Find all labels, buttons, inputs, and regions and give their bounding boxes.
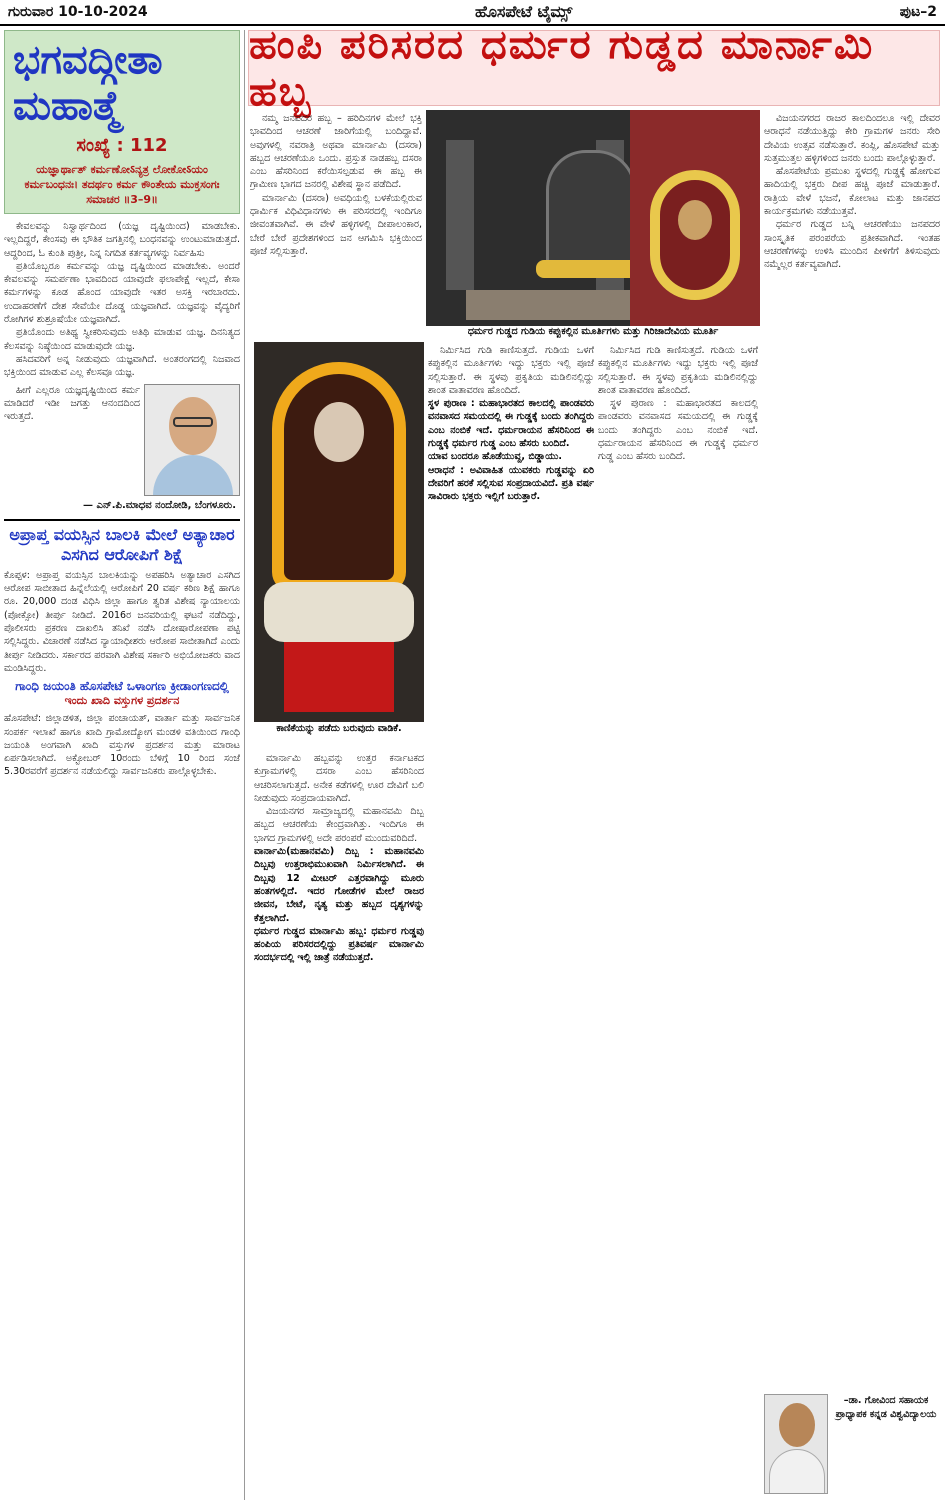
column-divider: [244, 30, 245, 1500]
article-author: [764, 1390, 940, 1500]
khadi-story-body: ಹೊಸಪೇಟೆ: ಜಿಲ್ಲಾಡಳಿತ, ಜಿಲ್ಲಾ ಪಂಚಾಯತ್, ವಾರ್ತಾ ಮತ್ತು ಸಾರ್ವಜನಿಕ ಸಂಪರ್ಕ ಇಲಾಖೆ ಹಾಗೂ ಖಾದಿ ಗ್ರಾಮೋದ್ಯೋಗ ಮಂಡಳಿ ವತಿಯಿಂದ ಗಾಂಧಿ ಜಯಂತಿ ಅಂಗವಾಗಿ ಖಾದಿ ವಸ್ತುಗಳ ಪ್ರದರ್ಶನ ಮತ್ತು ಮಾರಾಟ ಏರ್ಪಡಿಸಲಾಗಿದೆ. ಅಕ್ಟೋಬರ್ 10ರಂದು ಬೆಳಿಗ್ಗೆ 10 ರಿಂದ ಸಂಜೆ 5.30ರವರೆಗೆ ಪ್ರದರ್ಶನ ನಡೆಯಲಿದ್ದು ಸಾರ್ವಜನಿಕರು ಪಾಲ್ಗೊಳ್ಳಬೇಕು.: [4, 713, 240, 778]
article-paragraph: ವಿಜಯನಗರ ಸಾಮ್ರಾಜ್ಯದಲ್ಲಿ ಮಹಾನವಮಿ ದಿಬ್ಬ ಹಬ್ಬದ ಆಚರಣೆಯ ಕೇಂದ್ರವಾಗಿತ್ತು. ಇಂದಿಗೂ ಈ ಭಾಗದ ಗ್ರಾಮಗಳಲ್ಲಿ ಅದೇ ಪರಂಪರೆ ಮುಂದುವರಿದಿದೆ.: [254, 806, 424, 844]
article-subhead: ವಾರ್ನಾಮಿ(ಮಹಾನವಮಿ) ದಿಬ್ಬ : ಮಹಾನವಮಿ ದಿಬ್ಬವು ಉತ್ತರಾಭಿಮುಖವಾಗಿ ನಿರ್ಮಿಸಲಾಗಿದೆ. ಈ ದಿಬ್ಬವು 12 ಮೀಟರ್ ಎತ್ತರವಾಗಿದ್ದು ಮೂರು ಹಂತಗಳಲ್ಲಿದೆ. ಇದರ ಗೋಡೆಗಳ ಮೇಲೆ ರಾಜರ ಜೀವನ, ಬೇಟೆ, ನೃತ್ಯ ಮತ್ತು ಹಬ್ಬದ ದೃಶ್ಯಗಳನ್ನು ಕೆತ್ತಲಾಗಿದೆ.: [254, 846, 424, 924]
article-subhead: ಯಾವ ಬಂದರೂ ಹೊಡೆಯುವ್ದ, ಬಿಡ್ಡಾಯು.: [428, 451, 562, 463]
court-story-body: ಕೊಪ್ಪಳ: ಅಪ್ರಾಪ್ತ ವಯಸ್ಸಿನ ಬಾಲಕಿಯನ್ನು ಅಪಹರಿಸಿ ಅತ್ಯಾಚಾರ ಎಸಗಿದ ಆರೋಪ ಸಾಬೀತಾದ ಹಿನ್ನೆಲೆಯಲ್ಲಿ ಆರೋಪಿಗೆ 20 ವರ್ಷ ಕಠಿಣ ಶಿಕ್ಷೆ ಹಾಗೂ ರೂ. 20,000 ದಂಡ ವಿಧಿಸಿ ಜಿಲ್ಲಾ ಹಾಗೂ ತ್ವರಿತ ವಿಶೇಷ ನ್ಯಾಯಾಲಯ (ಪೋಕ್ಸೋ) ತೀರ್ಪು ನೀಡಿದೆ. 2016ರ ಜನವರಿಯಲ್ಲಿ ಘಟನೆ ನಡೆದಿದ್ದು, ಪೊಲೀಸರು ಪ್ರಕರಣ ದಾಖಲಿಸಿ ತನಿಖೆ ನಡೆಸಿ ದೋಷಾರೋಪಣಾ ಪಟ್ಟಿ ಸಲ್ಲಿಸಿದ್ದರು. ವಿಚಾರಣೆ ನಡೆಸಿದ ನ್ಯಾಯಾಧೀಶರು ಆರೋಪ ಸಾಬೀತಾಗಿದೆ ಎಂದು ತೀರ್ಪು ನೀಡಿದರು. ಸರ್ಕಾರದ ಪರವಾಗಿ ವಿಶೇಷ ಸರ್ಕಾರಿ ಅಭಿಯೋಜಕರು ವಾದ ಮಂಡಿಸಿದ್ದರು.: [4, 569, 240, 674]
article-paragraph: ಧರ್ಮರ ಗುಡ್ಡದ ಬನ್ನಿ ಆಚರಣೆಯು ಜನಪದರ ಸಾಂಸ್ಕೃತಿಕ ಪರಂಪರೆಯ ಪ್ರತೀಕವಾಗಿದೆ. ಇಂತಹ ಆಚರಣೆಗಳನ್ನು ಉಳಿಸಿ ಮುಂದಿನ ಪೀಳಿಗೆಗೆ ತಿಳಿಸುವುದು ನಮ್ಮೆಲ್ಲರ ಕರ್ತವ್ಯವಾಗಿದೆ.: [764, 219, 940, 271]
article-paragraph: ವಿಜಯನಗರದ ರಾಜರ ಕಾಲದಿಂದಲೂ ಇಲ್ಲಿ ದೇವರ ಆರಾಧನೆ ನಡೆಯುತ್ತಿದ್ದು ಕೇರಿ ಗ್ರಾಮಗಳ ಜನರು ಸೇರಿ ದೇವಿಯ ಉತ್ಸವ ನಡೆಸುತ್ತಾರೆ. ಕಂಪ್ಲಿ, ಹೊಸಪೇಟೆ ಮತ್ತು ಸುತ್ತಮುತ್ತಲ ಹಳ್ಳಿಗಳಿಂದ ಜನರು ಬಂದು ಪಾಲ್ಗೊಳ್ಳುತ್ತಾರೆ.: [764, 113, 940, 164]
page-number: ಪುಟ–2: [899, 4, 937, 20]
author-row: [4, 384, 240, 496]
article-subhead: ಸ್ಥಳ ಪುರಾಣ : ಮಹಾಭಾರತದ ಕಾಲದಲ್ಲಿ ಪಾಂಡವರು ವನವಾಸದ ಸಮಯದಲ್ಲಿ ಈ ಗುಡ್ಡಕ್ಕೆ ಬಂದು ತಂಗಿದ್ದರು ಎಂಬ ನಂಬಿಕೆ ಇದೆ. ಧರ್ಮರಾಯನ ಹೆಸರಿನಿಂದ ಈ ಗುಡ್ಡಕ್ಕೆ ಧರ್ಮರ ಗುಡ್ಡ ಎಂಬ ಹೆಸರು ಬಂದಿದೆ.: [428, 398, 594, 450]
main-column-4: [764, 112, 940, 1388]
gita-paragraph: ಪ್ರತಿಯೊಂದು ಅತಿಥ್ಯ ಸ್ವೀಕರಿಸುವುದು ಅತಿಥಿ ಮಾಡುವ ಯಜ್ಞ. ದಿನನಿತ್ಯದ ಕೆಲಸವನ್ನು ನಿಷ್ಠೆಯಿಂದ ಮಾಡುವುದೇ ಯಜ್ಞ.: [4, 327, 240, 352]
main-column-2: [254, 752, 424, 1500]
court-story: [4, 519, 240, 779]
khadi-story-subheadline: ಇಂದು ಖಾದಿ ವಸ್ತುಗಳ ಪ್ರದರ್ಶನ: [64, 694, 180, 708]
article-paragraph: ಸ್ಥಳ ಪುರಾಣ : ಮಹಾಭಾರತದ ಕಾಲದಲ್ಲಿ ಪಾಂಡವರು ವನವಾಸದ ಸಮಯದಲ್ಲಿ ಈ ಗುಡ್ಡಕ್ಕೆ ಬಂದು ತಂಗಿದ್ದರು ಎಂಬ ನಂಬಿಕೆ ಇದೆ. ಧರ್ಮರಾಯನ ಹೆಸರಿನಿಂದ ಈ ಗುಡ್ಡಕ್ಕೆ ಧರ್ಮರ ಗುಡ್ಡ ಎಂಬ ಹೆಸರು ಬಂದಿದೆ.: [598, 398, 758, 463]
left-column: [4, 30, 240, 1500]
main-headline-box: [248, 21, 940, 115]
gita-paragraph: ಪ್ರತಿಯೊಬ್ಬರೂ ಕರ್ಮವನ್ನು ಯಜ್ಞ ದೃಷ್ಟಿಯಿಂದ ಮಾಡಬೇಕು. ಅಂದರೆ ಕೇವಲವನ್ನು ಸಮರ್ಪಣಾ ಭಾವದಿಂದ ಯಾವುದೇ ಫಲಾಪೇಕ್ಷೆ ಇಲ್ಲದೆ, ಕೇಸಾ ಕರ್ಮಗಳನ್ನು ಕೂಡ ಹೊಂದ ಯಾವುದೇ ಇತರ ಅಸಕ್ತಿ ಇರಬಾರದು. ಉದಾಹರಣೆಗೆ ದೇಶ ಸೇವೆಯೇ ದೊಡ್ಡ ಯಜ್ಞವಾಗಿದೆ. ಯಜ್ಞವನ್ನು ವೈದ್ಯರಿಗೆ ರೋಗಿಗಳ ಶುಶ್ರೂಷೆಯೇ ಯಜ್ಞವಾಗಿದೆ.: [4, 260, 240, 326]
main-headline: ಹಂಪಿ ಪರಿಸರದ ಧರ್ಮರ ಗುಡ್ಡದ ಮಾರ್ನಾಮಿ ಹಬ್ಬ: [249, 21, 875, 115]
deity-photo: [254, 342, 424, 722]
article-paragraph: ನಿರ್ಮಿಸಿದ ಗುಡಿ ಕಾಣಿಸುತ್ತದೆ. ಗುಡಿಯ ಒಳಗೆ ಕಪ್ಪುಕಲ್ಲಿನ ಮೂರ್ತಿಗಳು ಇದ್ದು ಭಕ್ತರು ಇಲ್ಲಿ ಪೂಜೆ ಸಲ್ಲಿಸುತ್ತಾರೆ. ಈ ಸ್ಥಳವು ಪ್ರಕೃತಿಯ ಮಡಿಲಿನಲ್ಲಿದ್ದು ಶಾಂತ ವಾತಾವರಣ ಹೊಂದಿದೆ.: [598, 345, 758, 396]
article-paragraph: ನಮ್ಮ ಜನಪದರ ಹಬ್ಬ – ಹರಿದಿನಗಳ ಮೇಲೆ ಭಕ್ತಿ ಭಾವದಿಂದ ಆಚರಣೆ ಜಾರಿಗೆಯಲ್ಲಿ ಬಂದಿದ್ದಾವೆ. ಅವುಗಳಲ್ಲಿ ನವರಾತ್ರಿ ಅಥವಾ ಮಾರ್ನಾಮಿ (ದಸರಾ) ಹಬ್ಬದ ಆಚರಣೆಯೂ ಒಂದು. ಪ್ರಸ್ತುತ ನಾಡಹಬ್ಬ ದಸರಾ ಎಂಬ ಹೆಸರಿನಿಂದ ಕರೆಯಿಸಲ್ಪಡುವ ಈ ಹಬ್ಬ ಈ ಗ್ರಾಮೀಣ ಭಾಗದ ಜನರಲ್ಲಿ ವಿಶೇಷ ಸ್ಥಾನ ಪಡೆದಿದೆ.: [250, 113, 422, 191]
article-subhead: ಆರಾಧನೆ : ಅವಿವಾಹಿತ ಯುವಕರು ಗುಡ್ಡವನ್ನು ಏರಿ ದೇವರಿಗೆ ಹರಕೆ ಸಲ್ಲಿಸುವ ಸಂಪ್ರದಾಯವಿದೆ. ಪ್ರತಿ ವರ್ಷ ಸಾವಿರಾರು ಭಕ್ತರು ಇಲ್ಲಿಗೆ ಬರುತ್ತಾರೆ.: [428, 464, 594, 503]
main-column-3: [428, 344, 594, 1500]
main-column-3b: [598, 344, 758, 1500]
article-paragraph: ಮಾರ್ನಾಮಿ (ದಸರಾ) ಅವಧಿಯಲ್ಲಿ ಬಳಕೆಯಲ್ಲಿರುವ ಧಾರ್ಮಿಕ ವಿಧಿವಿಧಾನಗಳು ಈ ಪರಿಸರದಲ್ಲಿ ಇಂದಿಗೂ ಜೀವಂತವಾಗಿವೆ. ಈ ವೇಳೆ ಹಳ್ಳಿಗಳಲ್ಲಿ ದೀಪಾಲಂಕಾರ, ಬೇರೆ ಬೇರೆ ಪ್ರದೇಶಗಳಿಂದ ಜನ ಆಗಮಿಸಿ ಭಕ್ತಿಯಿಂದ ಪೂಜೆ ಸಲ್ಲಿಸುತ್ತಾರೆ.: [250, 192, 422, 257]
author-photo: [144, 384, 240, 496]
temple-photo-caption: ಧರ್ಮರ ಗುಡ್ಡದ ಗುಡಿಯ ಕಪ್ಪುಕಲ್ಲಿನ ಮೂರ್ತಿಗಳು ಮತ್ತು ಗಿರಿಜಾದೇವಿಯ ಮೂರ್ತಿ: [426, 326, 760, 342]
gita-box: [4, 30, 240, 214]
gita-title: ಭಗವದ್ಗೀತಾ ಮಹಾತ್ಮೆ: [13, 36, 163, 129]
article-paragraph: ಮಾರ್ನಾಮಿ ಹಬ್ಬವನ್ನು ಉತ್ತರ ಕರ್ನಾಟಕದ ಕುಗ್ರಾಮಗಳಲ್ಲಿ ದಸರಾ ಎಂಬ ಹೆಸರಿನಿಂದ ಆಚರಿಸಲಾಗುತ್ತದೆ. ಅನೇಕ ಕಡೆಗಳಲ್ಲಿ ಊರ ದೇವಿಗೆ ಬಲಿ ನೀಡುವುದು ಸಂಪ್ರದಾಯವಾಗಿದೆ.: [254, 753, 424, 804]
deity-photo-caption: ಕಾಣಿಕೆಯನ್ನು ಪಡೆದು ಬರುವುದು ವಾಡಿಕೆ.: [276, 723, 402, 734]
article-author-photo: [764, 1394, 828, 1494]
gita-paragraph: ಹಸಿದವರಿಗೆ ಅನ್ನ ನೀಡುವುದು ಯಜ್ಞವಾಗಿದೆ. ಅಂತರಂಗದಲ್ಲಿ ನಿಜವಾದ ಭಕ್ತಿಯಿಂದ ಮಾಡುವ ಎಲ್ಲ ಕೆಲಸವೂ ಯಜ್ಞ.: [4, 353, 240, 379]
shloka: ಯಜ್ಞಾರ್ಥಾತ್ ಕರ್ಮಣೋऽನ್ಯತ್ರ ಲೋಕೋऽಯಂ ಕರ್ಮಬಂಧನಃ। ತದರ್ಥಂ ಕರ್ಮ ಕೌಂತೇಯ ಮುಕ್ತಸಂಗಃ ಸಮಾಚರ ॥3–9॥: [24, 163, 220, 206]
issue-date: ಗುರುವಾರ 10-10-2024: [8, 4, 148, 20]
newspaper-name: ಹೊಸಪೇಟೆ ಟೈಮ್ಸ್: [475, 2, 573, 21]
gita-body: [4, 220, 240, 515]
court-story-headline: ಅಪ್ರಾಪ್ತ ವಯಸ್ಸಿನ ಬಾಲಕಿ ಮೇಲೆ ಅತ್ಯಾಚಾರ ಎಸಗಿದ ಆರೋಪಿಗೆ ಶಿಕ್ಷೆ: [9, 524, 235, 564]
gita-number: ಸಂಖ್ಯೆ : 112: [76, 135, 168, 156]
gita-paragraph: ಹೀಗೆ ಎಲ್ಲರೂ ಯಜ್ಞದೃಷ್ಟಿಯಿಂದ ಕರ್ಮ ಮಾಡಿದರೆ ಇಡೀ ಜಗತ್ತು ಆನಂದದಿಂದ ಇರುತ್ತದೆ.: [4, 384, 140, 423]
shrine-photo: [630, 110, 760, 326]
gita-paragraph: ಕೇವಲವನ್ನು ನಿಸ್ವಾರ್ಥದಿಂದ (ಯಜ್ಞ ದೃಷ್ಟಿಯಿಂದ) ಮಾಡಬೇಕು. ಇಲ್ಲದಿದ್ದರೆ, ಕೇಂಸವು ಈ ಭೌತಿಕ ಜಗತ್ತಿನಲ್ಲಿ ಬಂಧನವನ್ನು ಉಂಟುಮಾಡುತ್ತದೆ. ಆದ್ದರಿಂದ, ಓ ಕುಂತಿ ಪುತ್ರೀ, ನಿನ್ನ ನಿಗದಿತ ಕರ್ತವ್ಯಗಳನ್ನು ನಿರ್ವಹಿಸು: [4, 221, 240, 259]
article-paragraph: ಹೊಸಪೇಟೆಯ ಪ್ರಮುಖ ಸ್ಥಳದಲ್ಲಿ ಗುಡ್ಡಕ್ಕೆ ಹೋಗುವ ಹಾದಿಯಲ್ಲಿ ಭಕ್ತರು ದೀಪ ಹಚ್ಚಿ ಪೂಜೆ ಮಾಡುತ್ತಾರೆ. ರಾತ್ರಿಯ ವೇಳೆ ಭಜನೆ, ಕೋಲಾಟ ಮತ್ತು ಜಾನಪದ ಕಾರ್ಯಕ್ರಮಗಳು ನಡೆಯುತ್ತವೆ.: [764, 166, 940, 218]
article-paragraph: ನಿರ್ಮಿಸಿದ ಗುಡಿ ಕಾಣಿಸುತ್ತದೆ. ಗುಡಿಯ ಒಳಗೆ ಕಪ್ಪುಕಲ್ಲಿನ ಮೂರ್ತಿಗಳು ಇದ್ದು ಭಕ್ತರು ಇಲ್ಲಿ ಪೂಜೆ ಸಲ್ಲಿಸುತ್ತಾರೆ. ಈ ಸ್ಥಳವು ಪ್ರಕೃತಿಯ ಮಡಿಲಿನಲ್ಲಿದ್ದು ಶಾಂತ ವಾತಾವರಣ ಹೊಂದಿದೆ.: [428, 345, 594, 396]
article-author-name: –ಡಾ. ಗೋವಿಂದ ಸಹಾಯಕ ಪ್ರಾಧ್ಯಾಪಕ ಕನ್ನಡ ವಿಶ್ವವಿದ್ಯಾಲಯ: [835, 1395, 937, 1420]
main-column-1: [250, 112, 422, 340]
gita-byline: — ಎನ್.ಪಿ.ಮಾಧವ ನಂದೋಡಿ, ಬೆಂಗಳೂರು.: [83, 499, 236, 511]
article-subhead: ಧರ್ಮರ ಗುಡ್ಡದ ಮಾರ್ನಾಮಿ ಹಬ್ಬ: ಧರ್ಮರ ಗುಡ್ಡವು ಹಂಪಿಯ ಪರಿಸರದಲ್ಲಿದ್ದು ಪ್ರತಿವರ್ಷ ಮಾರ್ನಾಮಿ ಸಂದರ್ಭದಲ್ಲಿ ಇಲ್ಲಿ ಜಾತ್ರೆ ನಡೆಯುತ್ತದೆ.: [254, 925, 424, 964]
khadi-story-headline: ಗಾಂಧಿ ಜಯಂತಿ ಹೊಸಪೇಟೆ ಒಳಾಂಗಣ ಕ್ರೀಡಾಂಗಣದಲ್ಲಿ: [15, 679, 229, 694]
